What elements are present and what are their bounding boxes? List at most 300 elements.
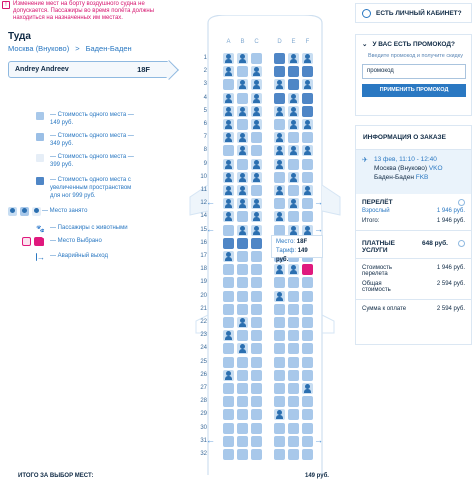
- seat: [251, 211, 262, 222]
- seat[interactable]: [223, 343, 234, 354]
- route: [8, 44, 132, 53]
- seat[interactable]: [251, 145, 262, 156]
- seat[interactable]: [251, 132, 262, 143]
- column-letter: D: [277, 39, 282, 45]
- seat[interactable]: [251, 383, 262, 394]
- selected-seat[interactable]: [302, 264, 313, 275]
- seat[interactable]: [251, 238, 262, 249]
- seat[interactable]: [302, 291, 313, 302]
- legend-text: [50, 132, 134, 148]
- legend-line: для ног 999 руб.: [50, 193, 96, 199]
- legend-text: [42, 207, 87, 215]
- seat[interactable]: [288, 132, 299, 143]
- legend-line: — Стоимость одного места —: [50, 154, 134, 160]
- tooltip-seat: 18F: [296, 239, 308, 245]
- seat[interactable]: [237, 66, 248, 77]
- user-icon: [362, 9, 371, 18]
- seat: [251, 198, 262, 209]
- chevron-down-icon: ⌄: [362, 41, 368, 48]
- seat: [251, 93, 262, 104]
- seat[interactable]: [223, 423, 234, 434]
- occupied-icons: [8, 207, 41, 216]
- seat[interactable]: [302, 277, 313, 288]
- seat-total-label: ИТОГО ЗА ВЫБОР МЕСТ:: [18, 473, 94, 479]
- seat: [223, 119, 234, 130]
- seat[interactable]: [251, 357, 262, 368]
- seat: [274, 79, 285, 90]
- seat: [274, 132, 285, 143]
- seat: [223, 132, 234, 143]
- seat[interactable]: [237, 370, 248, 381]
- seat[interactable]: [251, 396, 262, 407]
- row-number: 28: [200, 398, 207, 405]
- legend-line: увеличенным пространством: [50, 185, 132, 191]
- seat[interactable]: [251, 436, 262, 447]
- row-number: 17: [200, 253, 207, 259]
- exit-arrow-right-icon: →: [314, 197, 323, 208]
- flight-date: 13 фев, 11:10 - 12:40: [374, 156, 437, 163]
- total-cost: 2 594 руб.: [436, 281, 465, 287]
- seat[interactable]: [251, 343, 262, 354]
- tooltip-tariff: 149 руб.: [276, 248, 308, 263]
- direction-title: Туда: [8, 31, 31, 42]
- seat[interactable]: [302, 106, 313, 117]
- legend-line: 149 руб.: [50, 120, 74, 126]
- seat: [274, 106, 285, 117]
- seat[interactable]: [302, 66, 313, 77]
- flight-section-label: ПЕРЕЛЁТ: [362, 199, 393, 206]
- exit-arrow-right-icon: →: [314, 223, 323, 234]
- passenger-name: Andrey Andreev: [15, 66, 69, 73]
- legend-text: [50, 237, 102, 245]
- apply-promo-button[interactable]: ПРИМЕНИТЬ ПРОМОКОД: [362, 84, 466, 97]
- seat[interactable]: [302, 436, 313, 447]
- seat[interactable]: [274, 370, 285, 381]
- legend-line: — Стоимость одного места —: [50, 133, 134, 139]
- seat: [302, 53, 313, 64]
- seat[interactable]: [237, 396, 248, 407]
- seat[interactable]: [237, 304, 248, 315]
- seat[interactable]: [288, 396, 299, 407]
- passenger-tab[interactable]: [8, 61, 171, 78]
- legend-line: — Место занято: [42, 208, 88, 214]
- seat[interactable]: [223, 409, 234, 420]
- seat: [237, 317, 248, 328]
- seat: [237, 225, 248, 236]
- flight-section: [356, 194, 471, 206]
- seat[interactable]: [288, 159, 299, 170]
- seat[interactable]: [237, 93, 248, 104]
- seat[interactable]: [223, 145, 234, 156]
- seat[interactable]: [237, 436, 248, 447]
- legend-text: [50, 224, 128, 232]
- seat[interactable]: [302, 343, 313, 354]
- row-number: 6: [203, 121, 207, 127]
- column-letter: B: [240, 39, 245, 45]
- exit-arrow-left-icon: ←: [206, 223, 215, 234]
- legend-text: [50, 176, 131, 200]
- row-number: 24: [200, 345, 207, 352]
- seat[interactable]: [274, 225, 285, 236]
- seat: [302, 79, 313, 90]
- seat[interactable]: [302, 409, 313, 420]
- seat[interactable]: [237, 449, 248, 460]
- seat: [251, 159, 262, 170]
- legend-text: [50, 153, 134, 169]
- seat[interactable]: [251, 264, 262, 275]
- flight-cost-label: Стоимость перелета: [362, 265, 393, 277]
- seat[interactable]: [288, 423, 299, 434]
- legend-swatch: [36, 133, 44, 141]
- row-number: 8: [203, 147, 207, 154]
- seat[interactable]: [237, 277, 248, 288]
- seat: [237, 198, 248, 209]
- seat: [288, 93, 299, 104]
- adult-price: 1 946 руб.: [436, 208, 465, 214]
- seat: [223, 251, 234, 262]
- seat[interactable]: [302, 172, 313, 183]
- seat[interactable]: [223, 357, 234, 368]
- seat[interactable]: [288, 317, 299, 328]
- seat[interactable]: [274, 317, 285, 328]
- account-button[interactable]: [355, 3, 472, 23]
- promo-input[interactable]: промокод: [362, 64, 466, 79]
- seat[interactable]: [274, 396, 285, 407]
- seat[interactable]: [237, 383, 248, 394]
- seat[interactable]: [274, 383, 285, 394]
- row-number: 1: [203, 55, 207, 61]
- row-number: 11: [200, 187, 207, 193]
- row-number: 29: [200, 411, 207, 418]
- warning-icon: !: [2, 1, 10, 9]
- pet-icon: 🐾: [36, 226, 45, 233]
- column-letter: F: [305, 39, 310, 45]
- seat: [302, 383, 313, 394]
- row-number: 5: [203, 107, 207, 114]
- seat[interactable]: [223, 277, 234, 288]
- seat[interactable]: [223, 264, 234, 275]
- seat[interactable]: [302, 304, 313, 315]
- seat[interactable]: [223, 396, 234, 407]
- seat: [288, 198, 299, 209]
- seat[interactable]: [274, 423, 285, 434]
- tooltip-seat-label: Место:: [276, 239, 296, 245]
- seat: [223, 53, 234, 64]
- promo-title-row: [362, 40, 465, 48]
- legend-line: — Аварийный выход: [50, 253, 108, 259]
- seat: [237, 172, 248, 183]
- plane-icon: ✈: [362, 157, 368, 164]
- row-number: 9: [203, 160, 207, 167]
- seat[interactable]: [288, 211, 299, 222]
- seat[interactable]: [251, 185, 262, 196]
- legend-item: [36, 207, 176, 216]
- subtotal-label: Итого:: [362, 218, 380, 224]
- seat[interactable]: [288, 79, 299, 90]
- seat[interactable]: [223, 304, 234, 315]
- exit-arrow-left-icon: ←: [206, 197, 215, 208]
- seat[interactable]: [251, 304, 262, 315]
- seat[interactable]: [302, 423, 313, 434]
- seat: [302, 185, 313, 196]
- seat[interactable]: [237, 119, 248, 130]
- total-cost-label: Общая стоимость: [362, 281, 391, 293]
- seat[interactable]: [274, 357, 285, 368]
- seat[interactable]: [223, 291, 234, 302]
- legend-item: [36, 252, 176, 261]
- row-number: 10: [200, 173, 207, 180]
- seat[interactable]: [288, 370, 299, 381]
- seat[interactable]: [237, 291, 248, 302]
- seat[interactable]: [251, 409, 262, 420]
- seat[interactable]: [302, 211, 313, 222]
- seat[interactable]: [223, 436, 234, 447]
- divider: [356, 299, 471, 300]
- seat: [288, 106, 299, 117]
- seat: [274, 291, 285, 302]
- occupied-seat-icon: [8, 207, 17, 216]
- seat[interactable]: [251, 317, 262, 328]
- seat[interactable]: [223, 449, 234, 460]
- row-number: 3: [203, 81, 207, 88]
- seat[interactable]: [288, 66, 299, 77]
- seat[interactable]: [302, 370, 313, 381]
- seat[interactable]: [251, 423, 262, 434]
- seat[interactable]: [251, 251, 262, 262]
- seat[interactable]: [251, 277, 262, 288]
- row-number: 26: [200, 371, 207, 378]
- legend-line: — Место Выбрано: [50, 238, 102, 244]
- seat-tooltip: [271, 235, 323, 263]
- seat: [237, 53, 248, 64]
- row-number: 31: [200, 437, 207, 444]
- legend-swatch: [36, 154, 44, 162]
- promo-panel: [355, 34, 472, 116]
- seat[interactable]: [288, 185, 299, 196]
- seat: [302, 145, 313, 156]
- legend-item: [36, 132, 176, 148]
- row-number: 19: [200, 279, 207, 286]
- seat: [223, 330, 234, 341]
- legend-text: [50, 111, 134, 127]
- seat: [223, 159, 234, 170]
- column-letter: E: [291, 39, 296, 45]
- seat[interactable]: [237, 211, 248, 222]
- seat[interactable]: [237, 264, 248, 275]
- seat: [237, 106, 248, 117]
- seat[interactable]: [274, 277, 285, 288]
- seat: [251, 172, 262, 183]
- flight-cost-line: [356, 263, 471, 279]
- seat[interactable]: [274, 330, 285, 341]
- seat: [223, 172, 234, 183]
- seat[interactable]: [251, 53, 262, 64]
- seat: [274, 159, 285, 170]
- seat[interactable]: [274, 449, 285, 460]
- flight-summary: [356, 150, 471, 194]
- seat[interactable]: [223, 79, 234, 90]
- column-letter: C: [254, 39, 259, 45]
- seat: [223, 198, 234, 209]
- promo-title: У ВАС ЕСТЬ ПРОМОКОД?: [372, 40, 456, 48]
- paid-services-section: [356, 235, 471, 254]
- seat[interactable]: [274, 119, 285, 130]
- seat[interactable]: [237, 159, 248, 170]
- seat[interactable]: [302, 330, 313, 341]
- seat[interactable]: [251, 449, 262, 460]
- row-number: 30: [200, 424, 207, 431]
- notice-banner: [2, 1, 172, 22]
- seat-total-value: 149 руб.: [305, 473, 329, 479]
- seat[interactable]: [288, 277, 299, 288]
- seat[interactable]: [288, 409, 299, 420]
- flight-from-code: VKO: [428, 165, 443, 172]
- row-number: 25: [200, 358, 207, 365]
- row-number: 7: [203, 134, 207, 141]
- promo-hint: Введите промокод и получите скидку: [368, 53, 463, 59]
- seat[interactable]: [223, 383, 234, 394]
- seat: [288, 172, 299, 183]
- row-number: 16: [200, 239, 207, 246]
- seat: [223, 185, 234, 196]
- account-label: ЕСТЬ ЛИЧНЫЙ КАБИНЕТ?: [376, 9, 462, 17]
- seat[interactable]: [237, 423, 248, 434]
- seat[interactable]: [302, 317, 313, 328]
- paid-services-label: ПЛАТНЫЕ УСЛУГИ: [362, 240, 395, 254]
- seat[interactable]: [302, 93, 313, 104]
- legend-text: [50, 252, 108, 260]
- seat[interactable]: [288, 383, 299, 394]
- seat: [223, 211, 234, 222]
- seat[interactable]: [274, 343, 285, 354]
- seat: [237, 132, 248, 143]
- seat[interactable]: [288, 343, 299, 354]
- notice-text: Изменение мест на борту воздушного судна не допускается. Пассажиры во время полёта должны находиться на назначенных им местах.: [13, 1, 155, 21]
- route-to: Баден-Баден: [85, 44, 132, 53]
- column-letter: A: [226, 39, 231, 45]
- chevron-right-icon: >: [75, 44, 80, 53]
- row-number: 23: [200, 332, 207, 339]
- seat[interactable]: [274, 198, 285, 209]
- seat[interactable]: [302, 159, 313, 170]
- legend-line: — Стоимость одного места с: [50, 177, 131, 183]
- seat[interactable]: [302, 449, 313, 460]
- seat[interactable]: [288, 449, 299, 460]
- seat[interactable]: [274, 304, 285, 315]
- seat: [251, 119, 262, 130]
- flight-cost: 1 946 руб.: [436, 265, 465, 271]
- seat[interactable]: [288, 357, 299, 368]
- pay-line: [356, 304, 471, 314]
- selected-icons: [22, 237, 43, 246]
- exit-arrow-right-icon: →: [314, 434, 323, 445]
- seat[interactable]: [302, 357, 313, 368]
- seat: [251, 66, 262, 77]
- seat[interactable]: [274, 53, 285, 64]
- seat[interactable]: [251, 291, 262, 302]
- row-number: 27: [200, 385, 207, 391]
- seat[interactable]: [274, 436, 285, 447]
- seat: [288, 145, 299, 156]
- seat[interactable]: [251, 370, 262, 381]
- seat[interactable]: [274, 66, 285, 77]
- info-icon[interactable]: [458, 240, 465, 247]
- seat: [251, 106, 262, 117]
- subtotal-line: [356, 216, 471, 226]
- legend-line: 349 руб.: [50, 141, 74, 147]
- seat[interactable]: [274, 172, 285, 183]
- seat: [223, 106, 234, 117]
- seat: [237, 145, 248, 156]
- legend-line: — Стоимость одного места —: [50, 112, 134, 118]
- divider: [356, 230, 471, 231]
- row-number: 22: [200, 319, 207, 325]
- seat[interactable]: [288, 436, 299, 447]
- seat[interactable]: [223, 238, 234, 249]
- seat[interactable]: [237, 357, 248, 368]
- seat[interactable]: [288, 330, 299, 341]
- legend-item: [36, 237, 176, 246]
- seat[interactable]: [237, 238, 248, 249]
- info-icon[interactable]: [458, 199, 465, 206]
- seat[interactable]: [251, 330, 262, 341]
- legend-swatch: [36, 177, 44, 185]
- adult-line: [356, 206, 471, 216]
- exit-icon: →: [37, 253, 45, 262]
- legend-line: — Пассажиры с животными: [50, 225, 128, 231]
- seat[interactable]: [223, 225, 234, 236]
- total-cost-line: [356, 279, 471, 295]
- seat[interactable]: [237, 409, 248, 420]
- seat[interactable]: [288, 291, 299, 302]
- seat: [237, 79, 248, 90]
- seat: [274, 185, 285, 196]
- seat: [274, 145, 285, 156]
- flight-from: Москва (Внуково): [374, 165, 428, 172]
- seat[interactable]: [302, 396, 313, 407]
- legend-item: [36, 224, 176, 233]
- seat[interactable]: [237, 251, 248, 262]
- paid-services-price: 648 руб.: [422, 240, 448, 247]
- seat[interactable]: [288, 304, 299, 315]
- seat: [288, 53, 299, 64]
- seat[interactable]: [274, 93, 285, 104]
- selected-seat-icon: [22, 237, 31, 246]
- order-title: ИНФОРМАЦИЯ О ЗАКАЗЕ: [356, 126, 471, 150]
- seat[interactable]: [223, 317, 234, 328]
- row-number: 15: [200, 226, 207, 233]
- seat[interactable]: [237, 330, 248, 341]
- tooltip-tariff-label: Тариф:: [276, 248, 297, 254]
- row-number: 20: [200, 292, 207, 299]
- legend-item: [36, 176, 176, 200]
- occupied-seat-icon: [32, 207, 41, 216]
- order-panel: [355, 125, 472, 345]
- seat: [274, 211, 285, 222]
- seat[interactable]: [302, 198, 313, 209]
- flight-to-code: FKB: [415, 174, 429, 181]
- seat[interactable]: [302, 132, 313, 143]
- seat: [237, 185, 248, 196]
- divider: [356, 258, 471, 259]
- seat: [274, 409, 285, 420]
- route-from: Москва (Внуково): [8, 44, 70, 53]
- subtotal-price: 1 946 руб.: [436, 218, 465, 224]
- adult-label: Взрослый: [362, 208, 390, 214]
- seat: [251, 79, 262, 90]
- row-number: 4: [203, 94, 207, 101]
- seat: [223, 93, 234, 104]
